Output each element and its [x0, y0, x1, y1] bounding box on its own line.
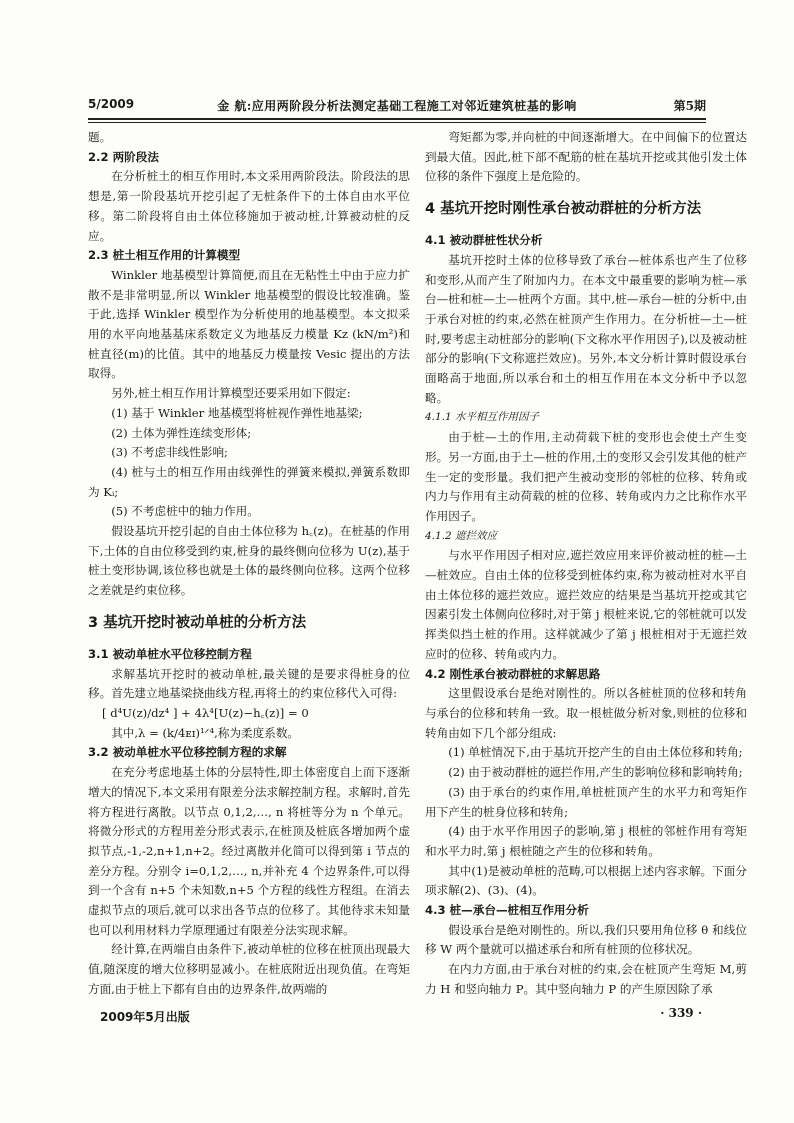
section-heading: 2.3 桩土相互作用的计算模型: [88, 248, 241, 263]
section-heading: 3.2 被动单桩水平位移控制方程的求解: [88, 745, 287, 760]
section-heading: 3.1 被动单桩水平位移控制方程: [88, 646, 252, 661]
paragraph: 求解基坑开挖时的被动单桩,最关键的是要求得桩身的位移。首先建立地基梁挠曲线方程,再将土的约束位移代入可得:: [88, 666, 410, 701]
paragraph: 在分析桩土的相互作用时,本文采用两阶段法。阶段法的思想是,第一阶段基坑开挖引起了无桩条件下的土体自由水平位移。第二阶段将自由土体位移施加于被动桩,计算被动桩的反应。: [88, 169, 410, 243]
section-heading: 4.3 桩—承台—桩相互作用分析: [425, 903, 589, 918]
paragraph: 其中(1)是被动单桩的范畴,可以根据上述内容求解。下面分项求解(2)、(3)、(4)。: [425, 863, 747, 898]
paragraph: 由于桩—土的作用,主动荷载下桩的变形也会使土产生变形。另一方面,由于土—桩的作用,土的变形又会引发其他的桩产生一定的变形量。我们把产生被动变形的邻桩的位移、转角或内力与作用有主动荷载的桩的位移、转角或内力之比称作水平作用因子。: [425, 430, 747, 523]
paragraph: 弯矩都为零,并向桩的中间逐渐增大。在中间偏下的位置达到最大值。因此,桩下部不配筋的桩在基坑开挖或其他引发土体位移的条件下强度上是危险的。: [425, 130, 747, 184]
paragraph: 另外,桩土相互作用计算模型还要采用如下假定:: [111, 386, 351, 401]
paragraph: 在内力方面,由于承台对桩的约束,会在桩顶产生弯矩 M,剪力 H 和竖向轴力 P。其中竖向轴力 P 的产生原因除了承: [425, 962, 747, 996]
article-title-header: 金 航:应用两阶段分析法测定基础工程施工对邻近建筑桩基的影响: [217, 99, 577, 113]
paragraph: 基坑开挖时土体的位移导致了承台—桩体系也产生了位移和变形,从而产生了附加内力。在本文中最重要的影响为桩—承台—桩和桩—土—桩两个方面。其中,桩—承台—桩的分析中,由于承台对桩的约束,必然在桩顶产生作用力。在分析桩—土—桩时,要考虑主动桩部分的影响(下文称水平作用因子),以及被动桩部分的影响(下文称遮拦效应)。另外,本文分析计算时假设承台面略高于地面,所以承台和土的相互作用在本文分析中予以忽略。: [425, 252, 747, 405]
paragraph: 其中,λ = (k/4ᴇɪ)¹ᐟ⁴,称为柔度系数。: [111, 725, 300, 740]
assumption-item: (3) 不考虑非线性影响;: [111, 445, 228, 460]
running-header: [88, 97, 706, 117]
paragraph: 在充分考虑地基土体的分层特性,即土体密度自上而下逐渐增大的情况下,本文采用有限差分法求解控制方程。求解时,首先将方程进行离散。以节点 0,1,2,…, n 将桩等分为 n 个单元。将微分形式的方程用差分形式表示,在桩顶及桩底各增加两个虚拟节点,-1,-2,n+1,n+2。经过离散并化简可以得到第 i 节点的差分方程。分别令 i=0,1,2,…, n,并补充 4 个边界条件,可以得到一个含有 n+5 个未知数,n+5 个方程的线性方程组。在消去虚拟节点的项后,就可以求出各节点的位移了。其他待求未知量也可以利用材料力学原理通过有限差分法实现求解。: [88, 765, 410, 937]
equation: [ d⁴U(z)/dz⁴ ] + 4λ⁴[U(z)−h꜀(z)] = 0: [102, 705, 309, 720]
chapter-heading: 3 基坑开挖时被动单桩的分析方法: [88, 614, 307, 631]
section-heading: 4.2 刚性承台被动群桩的求解思路: [425, 666, 601, 681]
paragraph: 题。: [88, 130, 112, 144]
paragraph: 经计算,在两端自由条件下,被动单桩的位移在桩顶出现最大值,随深度的增大位移明显减小。在桩底附近出现负值。在弯矩方面,由于桩上下都有自由的边界条件,故两端的: [88, 942, 410, 996]
assumption-item: (5) 不考虑桩中的轴力作用。: [111, 504, 259, 519]
publication-date: 2009年5月出版: [100, 1010, 190, 1024]
section-heading: 2.2 两阶段法: [88, 149, 159, 164]
assumption-item: (1) 基于 Winkler 地基模型将桩视作弹性地基梁;: [111, 405, 363, 420]
paragraph: 假设承台是绝对刚性的。所以,我们只要用角位移 θ 和线位移 W 两个量就可以描述承台和所有桩顶的位移状况。: [425, 922, 747, 957]
paragraph: 这里假设承台是绝对刚性的。所以各桩桩顶的位移和转角与承台的位移和转角一致。取一根桩做分析对象,则桩的位移和转角由如下几个部分组成:: [425, 686, 747, 740]
component-item: (4) 由于水平作用因子的影响,第 j 根桩的邻桩作用有弯矩和水平力时,第 j 根桩随之产生的位移和转角。: [425, 824, 747, 858]
issue-date: 5/2009: [88, 97, 135, 111]
assumption-item: (4) 桩与土的相互作用由线弹性的弹簧来模拟,弹簧系数即为 Kᵢ;: [88, 464, 410, 499]
header-rule-thin: [88, 122, 706, 123]
subsection-heading: 4.1.1 水平相互作用因子: [425, 411, 540, 424]
issue-number: 第5期: [673, 99, 706, 113]
paragraph: 与水平作用因子相对应,遮拦效应用来评价被动桩的桩—土—桩效应。自由土体的位移受到桩体约束,称为被动桩对水平自由土体位移的遮拦效应。遮拦效应的结果是当基坑开挖或其它因素引发土体侧向位移时,对于第 j 根桩来说,它的邻桩就可以发挥类似挡土桩的作用。这样就减少了第 j 根桩相对于无遮拦效应时的位移、转角或内力。: [425, 548, 747, 661]
paragraph: 假设基坑开挖引起的自由土体位移为 h꜀(z)。在桩基的作用下,土体的自由位移受到约束,桩身的最终侧向位移为 U(z),基于桩土变形协调,该位移也就是土体的最终侧向位移。这两个位移之差就是约束位移。: [88, 524, 410, 598]
component-item: (1) 单桩情况下,由于基坑开挖产生的自由土体位移和转角;: [448, 745, 743, 760]
left-column: [88, 128, 410, 1000]
section-heading: 4.1 被动群桩性状分析: [425, 233, 543, 248]
page-number: · 339 ·: [660, 1006, 702, 1020]
component-item: (3) 由于承台的约束作用,单桩桩顶产生的水平力和弯矩作用下产生的桩身位移和转角;: [425, 784, 747, 819]
paragraph: Winkler 地基模型计算简便,而且在无粘性土中由于应力扩散不是非常明显,所以 Winkler 地基模型的假设比较准确。鉴于此,选择 Winkler 模型作为分析使用的地基模型。本文拟采用的水平向地基基床系数定义为地基反力模量 Kz (kN/m²)和桩直径(m)的比值。其中的地基反力模量按 Vesic 提出的方法取得。: [88, 267, 410, 381]
assumption-item: (2) 土体为弹性连续变形体;: [111, 425, 252, 440]
chapter-heading: 4 基坑开挖时刚性承台被动群桩的分析方法: [425, 201, 702, 218]
right-column: [425, 128, 747, 1000]
subsection-heading: 4.1.2 遮拦效应: [425, 529, 498, 542]
header-rule-thick: [88, 118, 706, 120]
component-item: (2) 由于被动群桩的遮拦作用,产生的影响位移和影响转角;: [448, 765, 743, 780]
